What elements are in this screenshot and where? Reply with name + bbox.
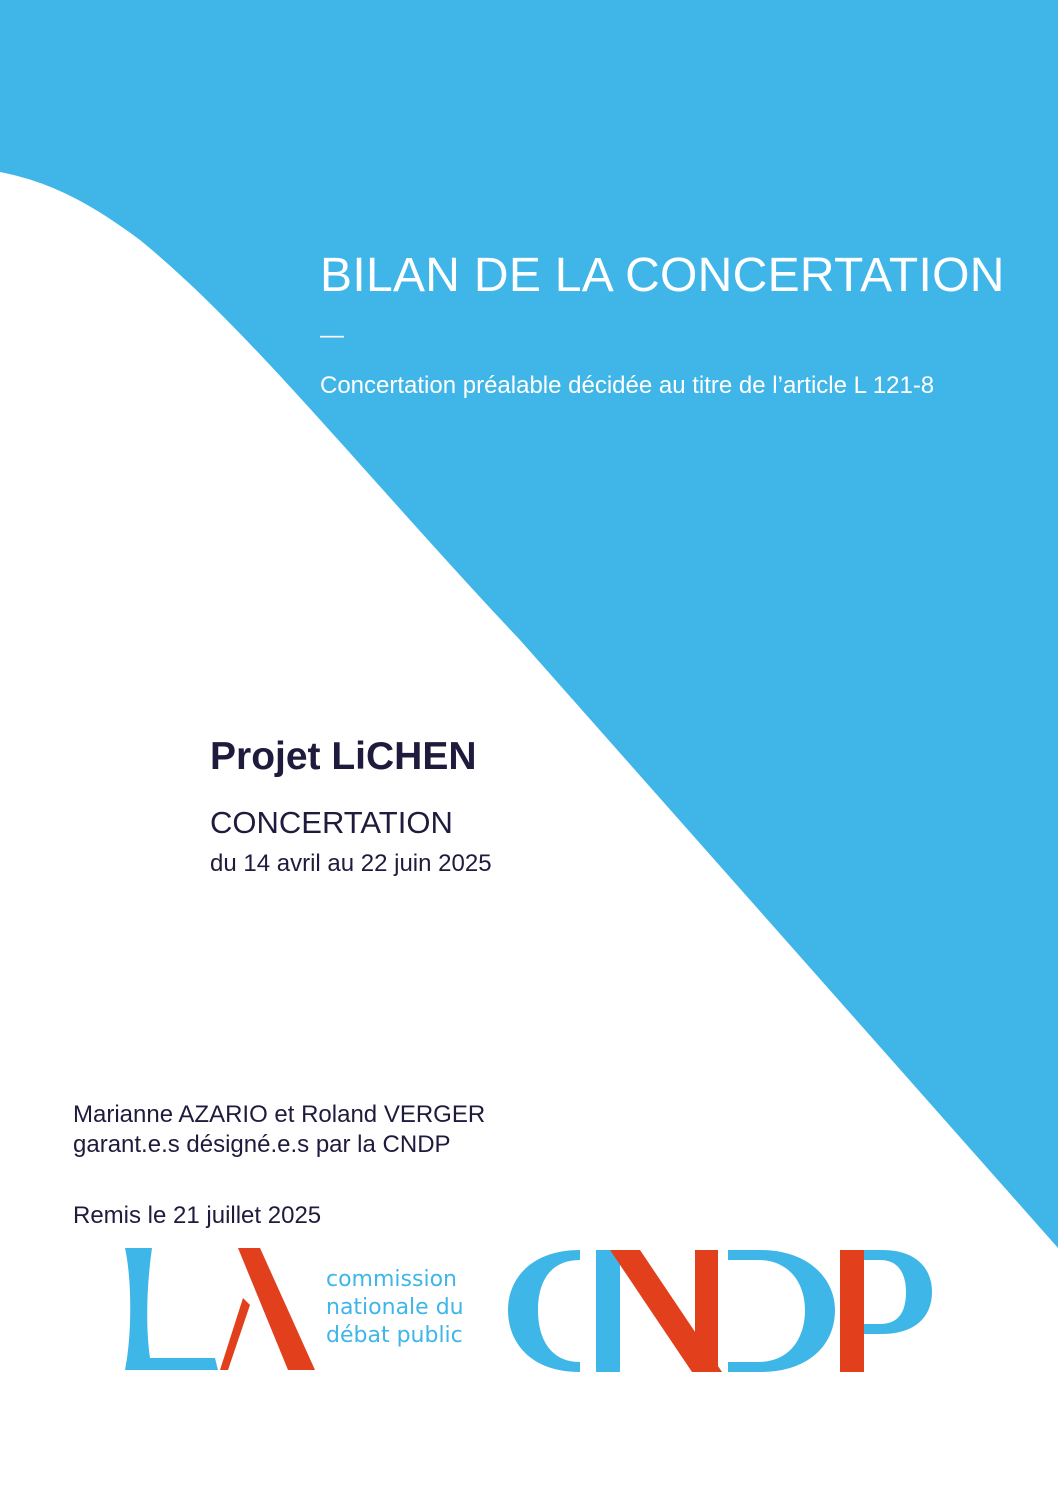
concertation-dates: du 14 avril au 22 juin 2025 (210, 850, 492, 877)
guarantor-names: Marianne AZARIO et Roland VERGER (73, 1101, 486, 1128)
title-separator: — (320, 322, 344, 349)
logo-caption-line3: débat public (326, 1323, 463, 1348)
logo-p-bowl (864, 1250, 932, 1334)
guarantors-block (73, 1100, 485, 1160)
project-title: Projet LiCHEN (210, 735, 477, 778)
report-title: BILAN DE LA CONCERTATION (320, 249, 1005, 302)
cndp-logo (110, 1240, 950, 1380)
logo-c-mark (508, 1250, 580, 1372)
concertation-label: CONCERTATION (210, 805, 453, 840)
report-subtitle: Concertation préalable décidée au titre de l’article L 121-8 (320, 372, 935, 399)
logo-caption-line1: commission (326, 1267, 457, 1292)
logo-n-left (596, 1250, 620, 1372)
guarantor-role: garant.e.s désigné.e.s par la CNDP (73, 1131, 451, 1158)
logo-a-mark (238, 1248, 315, 1370)
logo-n-right (695, 1250, 718, 1372)
logo-p-stem (840, 1250, 864, 1372)
logo-a-stem (220, 1298, 250, 1370)
logo-d-mark (728, 1250, 835, 1372)
logo-l-mark (125, 1248, 218, 1370)
delivery-date: Remis le 21 juillet 2025 (73, 1202, 322, 1229)
logo-caption-line2: nationale du (326, 1295, 464, 1320)
logo-caption (326, 1266, 464, 1350)
